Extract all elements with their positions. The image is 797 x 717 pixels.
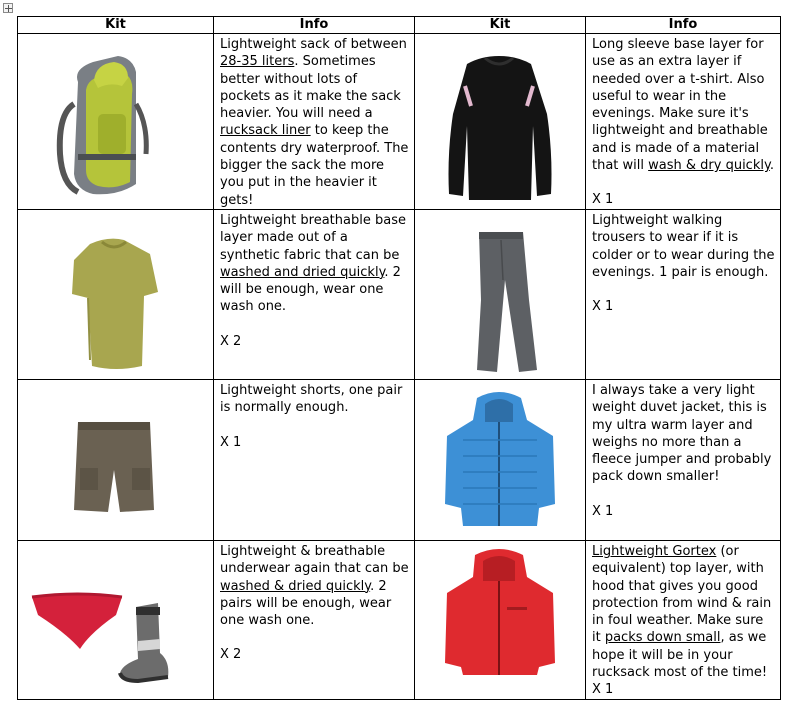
kit-image-cell — [18, 209, 214, 379]
header-kit-right: Kit — [415, 17, 586, 34]
quantity-label: X 2 — [220, 333, 242, 349]
t-shirt-icon — [18, 210, 214, 380]
kit-image-cell — [415, 34, 586, 210]
shorts-icon — [18, 380, 214, 541]
info-cell — [214, 34, 415, 210]
info-cell — [586, 34, 781, 210]
info-cell — [586, 379, 781, 540]
info-text: Lightweight walking trousers to wear if it is colder or to wear during the evenings. 1 pair is enough. — [592, 212, 775, 280]
table-move-handle[interactable] — [3, 3, 13, 13]
info-text: Long sleeve base layer for use as an extra layer if needed over a t-shirt. Also useful to wear in the evenings. Make sure it's lightweight and breathable and is made of a material that will wash & dry quickly. — [592, 37, 774, 174]
kit-image-cell — [18, 34, 214, 210]
quantity-label: X 1 — [220, 434, 242, 450]
header-row — [18, 17, 781, 34]
table-row — [18, 379, 781, 540]
quantity-label: X 1 — [592, 503, 614, 519]
rucksack-icon — [18, 34, 214, 208]
kit-image-cell — [18, 540, 214, 699]
kit-list-table — [17, 16, 781, 700]
header-info-left: Info — [214, 17, 415, 34]
table-row — [18, 209, 781, 379]
table-row — [18, 540, 781, 699]
underwear-and-socks-icon — [18, 541, 214, 697]
kit-image-cell — [415, 209, 586, 379]
info-text: Lightweight Gortex (or equivalent) top layer, with hood that gives you good protection from wind & rain in foul weather. Make sure it packs down small, as we hope it will be in your rucksack most of the time! — [592, 543, 772, 681]
kit-image-cell — [415, 379, 586, 540]
header-kit-left: Kit — [18, 17, 214, 34]
info-text: Lightweight shorts, one pair is normally enough. — [220, 382, 403, 416]
kit-image-cell — [18, 379, 214, 540]
quantity-label: X 1 — [592, 192, 614, 208]
info-text: Lightweight sack of between 28-35 liters. Sometimes better without lots of pockets as it make the sack heavier. You will need a rucksack liner to keep the contents dry waterproof. The bigger the sack the more you put in the heavier it gets! — [220, 37, 409, 208]
info-text: I always take a very light weight duvet jacket, this is my ultra warm layer and weighs no more than a fleece jumper and probably pack down smaller! — [592, 382, 772, 485]
info-text: Lightweight & breathable underwear again that can be washed & dried quickly. 2 pairs will be enough, wear one wash one. — [220, 543, 409, 629]
gortex-jacket-icon — [415, 541, 586, 697]
walking-trousers-icon — [415, 210, 586, 380]
long-sleeve-base-layer-icon — [415, 34, 586, 208]
info-text: Lightweight breathable base layer made out of a synthetic fabric that can be washed and dried quickly. 2 will be enough, wear one wash one. — [220, 212, 406, 315]
duvet-jacket-icon — [415, 380, 586, 541]
header-info-right: Info — [586, 17, 781, 34]
info-cell — [214, 209, 415, 379]
info-cell — [214, 379, 415, 540]
info-cell — [214, 540, 415, 699]
quantity-label: X 1 — [592, 299, 614, 315]
info-cell — [586, 540, 781, 699]
quantity-label: X 1 — [592, 682, 614, 698]
table-row — [18, 34, 781, 210]
info-cell — [586, 209, 781, 379]
kit-image-cell — [415, 540, 586, 699]
quantity-label: X 2 — [220, 647, 242, 663]
